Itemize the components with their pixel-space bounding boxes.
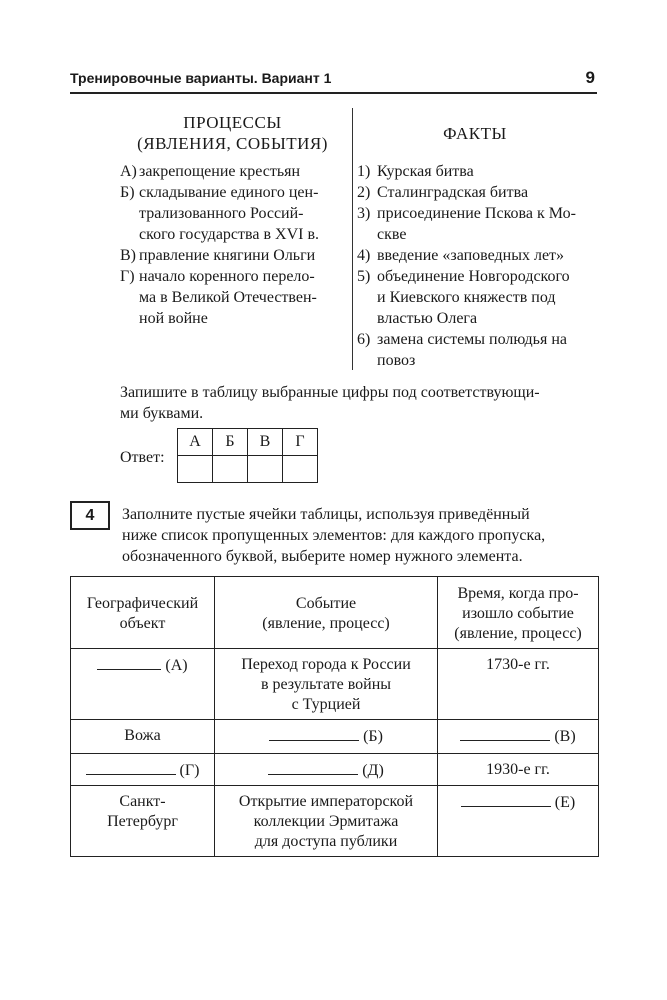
answer-cell[interactable]: [178, 456, 213, 483]
item-label: В): [120, 247, 136, 264]
table-row: [71, 649, 599, 720]
blank-line: [97, 655, 161, 670]
table-row: [71, 754, 599, 786]
facts-heading: ФАКТЫ: [443, 124, 507, 143]
answer-label: Ответ:: [120, 449, 165, 466]
column-header-time: Время, когда про- изошло событие (явление, процесс): [438, 577, 599, 649]
item-text: складывание единого цен- трализованного Россий- ского государства в XVI в.: [139, 184, 319, 243]
facts-list: [357, 161, 599, 371]
blank-line: [269, 726, 359, 741]
processes-heading-line: (ЯВЛЕНИЯ, СОБЫТИЯ): [137, 134, 328, 153]
event-cell[interactable]: (Д): [215, 754, 438, 786]
item-text: введение «заповедных лет»: [377, 247, 565, 264]
answer-instruction: Запишите в таблицу выбранные цифры под соответствующи- ми буквами.: [120, 384, 540, 422]
list-item: [120, 161, 352, 182]
item-label: Г): [120, 268, 135, 285]
event-cell: Открытие императорской коллекции Эрмитажа для доступа публики: [215, 786, 438, 857]
item-text: объединение Новгородского и Киевского княжеств под властью Олега: [377, 268, 570, 327]
geo-cell: Вожа: [71, 720, 215, 754]
column-header-geo: Географический объект: [71, 577, 215, 649]
item-text: правление княгини Ольги: [139, 247, 316, 264]
blank-line: [460, 726, 550, 741]
list-item: [120, 182, 352, 245]
event-cell[interactable]: (Б): [215, 720, 438, 754]
answer-letter: Г: [283, 429, 318, 456]
item-text: Курская битва: [377, 163, 474, 180]
list-item: [120, 266, 352, 329]
item-label: 2): [357, 184, 371, 201]
answer-letter: Б: [213, 429, 248, 456]
task-text: Заполните пустые ячейки таблицы, используя приведённый ниже список пропущенных элементов: для каждого пропуска, обозначенного буквой, выберите номер нужного элемента.: [122, 506, 546, 565]
item-label: 4): [357, 247, 371, 264]
list-item: [357, 245, 599, 266]
time-cell[interactable]: (Е): [438, 786, 599, 857]
list-item: [357, 161, 599, 182]
page-number: 9: [585, 68, 595, 87]
table-header-row: [71, 577, 599, 649]
item-label: 3): [357, 205, 371, 222]
geo-cell[interactable]: (Г): [71, 754, 215, 786]
time-cell: 1730-е гг.: [438, 649, 599, 720]
item-text: присоединение Пскова к Мо- скве: [377, 205, 576, 243]
list-item: [357, 182, 599, 203]
column-divider: [352, 108, 353, 370]
item-text: закрепощение крестьян: [139, 163, 301, 180]
answer-letter: В: [248, 429, 283, 456]
task-number-box: 4: [70, 501, 110, 530]
blank-line: [86, 760, 176, 775]
list-item: [357, 203, 599, 245]
answer-grid: [177, 428, 318, 483]
time-cell[interactable]: (В): [438, 720, 599, 754]
column-header-event: Событие (явление, процесс): [215, 577, 438, 649]
time-cell: 1930-е гг.: [438, 754, 599, 786]
item-label: Б): [120, 184, 135, 201]
event-cell: Переход города к России в результате войны с Турцией: [215, 649, 438, 720]
processes-list: [120, 161, 352, 329]
item-text: Сталинградская битва: [377, 184, 529, 201]
processes-heading: [120, 112, 345, 154]
item-label: 1): [357, 163, 371, 180]
header-title: Тренировочные варианты. Вариант 1: [70, 70, 332, 86]
geo-cell[interactable]: (А): [71, 649, 215, 720]
table-row: [71, 720, 599, 754]
answer-cell[interactable]: [248, 456, 283, 483]
blank-line: [461, 792, 551, 807]
events-table: [70, 576, 599, 857]
item-text: замена системы полюдья на повоз: [377, 331, 567, 369]
answer-letter: А: [178, 429, 213, 456]
processes-heading-line: ПРОЦЕССЫ: [183, 113, 282, 132]
answer-cell[interactable]: [213, 456, 248, 483]
list-item: [357, 266, 599, 329]
page-header: [70, 66, 597, 94]
item-label: 5): [357, 268, 371, 285]
item-label: А): [120, 163, 137, 180]
geo-cell: Санкт- Петербург: [71, 786, 215, 857]
item-label: 6): [357, 331, 371, 348]
list-item: [120, 245, 352, 266]
blank-line: [268, 760, 358, 775]
answer-cell[interactable]: [283, 456, 318, 483]
item-text: начало коренного перело- ма в Великой Отечествен- ной войне: [139, 268, 317, 327]
table-row: [71, 786, 599, 857]
list-item: [357, 329, 599, 371]
